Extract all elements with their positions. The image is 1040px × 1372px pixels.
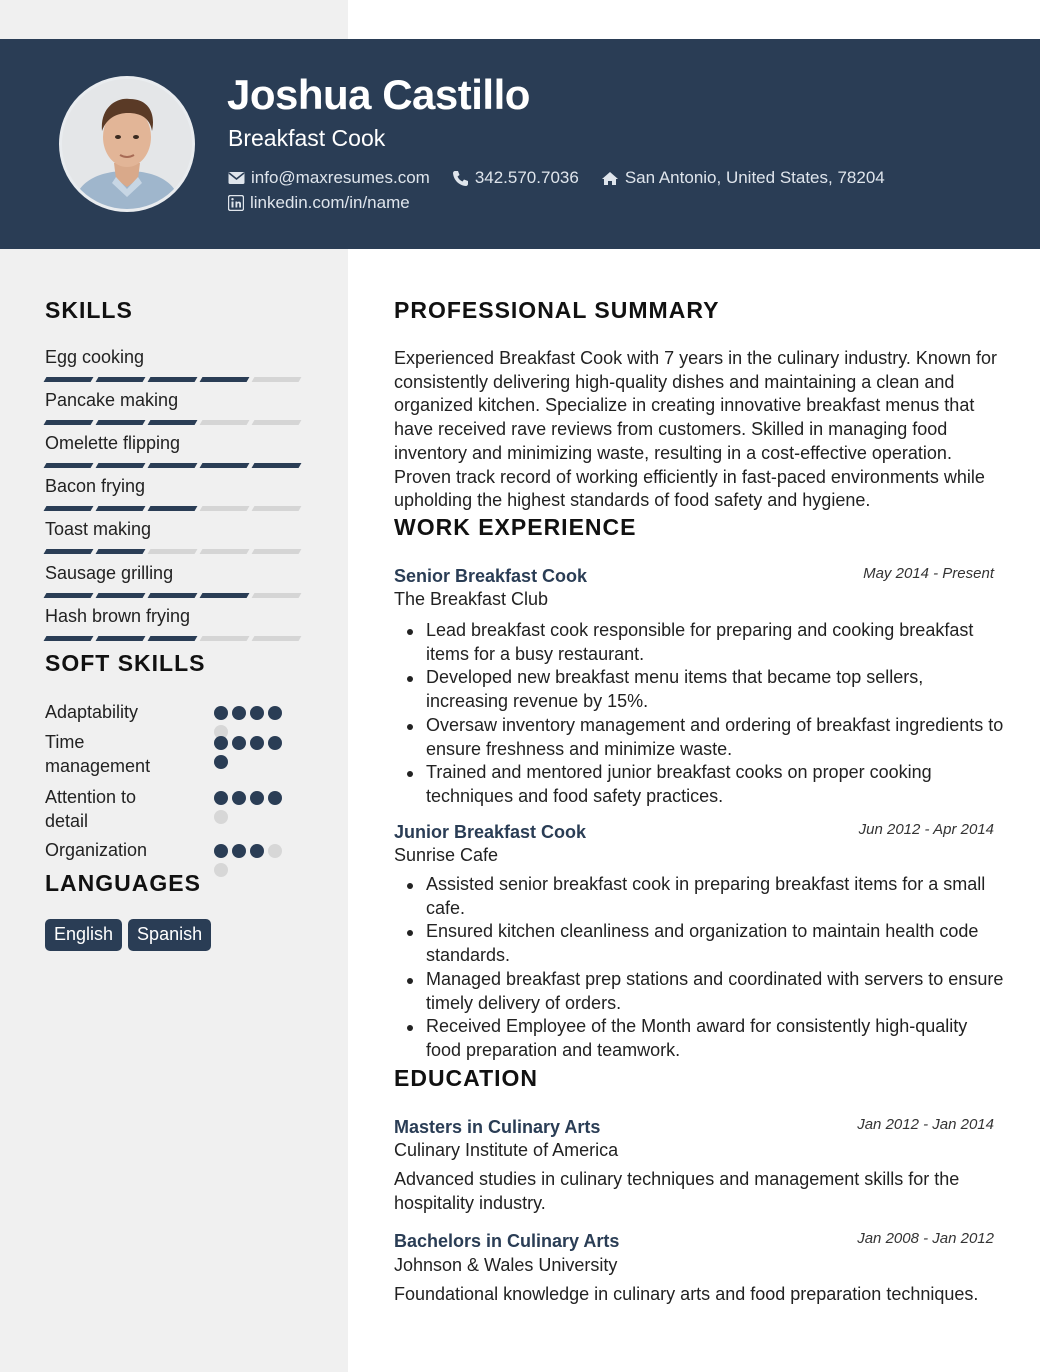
contact-phone[interactable] [452, 168, 579, 188]
envelope-icon [228, 171, 245, 185]
skill-level-bar [45, 506, 305, 511]
skill-level-segment [200, 377, 250, 382]
skill-level-segment [252, 549, 302, 554]
skill-item [45, 519, 305, 554]
job-title: Junior Breakfast Cook [394, 822, 587, 842]
skill-level-segment [44, 593, 94, 598]
rating-dot [214, 791, 228, 805]
job-company: The Breakfast Club [394, 589, 549, 609]
soft-skill-label: Adaptability [45, 702, 139, 722]
job-bullet: Lead breakfast cook responsible for preparing and cooking breakfast items for a busy restaurant. [426, 619, 1006, 666]
skill-level-segment [96, 549, 146, 554]
soft-skill-label: Organization [45, 840, 148, 860]
rating-dot [250, 844, 264, 858]
rating-dot [214, 736, 228, 750]
rating-dot [268, 736, 282, 750]
soft-skill-rating [214, 844, 286, 877]
summary-heading: PROFESSIONAL SUMMARY [394, 297, 720, 323]
soft-skill-label: Attention to detail [45, 787, 137, 831]
contact-row [228, 168, 885, 188]
education-dates: Jan 2008 - Jan 2012 [857, 1230, 994, 1247]
skill-item [45, 347, 305, 382]
skill-level-bar [45, 377, 305, 382]
rating-dot [250, 791, 264, 805]
skill-level-segment [148, 377, 198, 382]
skill-level-segment [44, 549, 94, 554]
skill-item [45, 606, 305, 641]
education-description: Foundational knowledge in culinary arts and food preparation techniques. [394, 1284, 979, 1304]
rating-dot [214, 706, 228, 720]
skill-item [45, 563, 305, 598]
skill-level-segment [252, 636, 302, 641]
education-school: Johnson & Wales University [394, 1255, 618, 1275]
skill-level-segment [200, 549, 250, 554]
skill-label: Pancake making [45, 390, 179, 410]
soft-skill-label: Time management [45, 732, 151, 776]
language-tag: Spanish [128, 919, 211, 951]
skill-label: Bacon frying [45, 476, 146, 496]
skill-level-segment [44, 420, 94, 425]
candidate-role: Breakfast Cook [228, 125, 386, 151]
skill-level-segment [96, 636, 146, 641]
skill-level-segment [252, 506, 302, 511]
skill-level-segment [252, 463, 302, 468]
job-bullet: Assisted senior breakfast cook in preparing breakfast items for a small cafe. [426, 873, 1006, 920]
skill-label: Toast making [45, 519, 152, 539]
education-heading: EDUCATION [394, 1065, 539, 1091]
skill-level-segment [252, 593, 302, 598]
skill-level-segment [200, 463, 250, 468]
rating-dot [232, 706, 246, 720]
soft-skills-heading: SOFT SKILLS [45, 650, 206, 676]
skill-level-bar [45, 636, 305, 641]
rating-dot [268, 844, 282, 858]
languages-heading: LANGUAGES [45, 870, 201, 896]
skill-level-segment [200, 593, 250, 598]
skill-item [45, 390, 305, 425]
education-degree: Bachelors in Culinary Arts [394, 1231, 620, 1251]
location-text: San Antonio, United States, 78204 [624, 168, 885, 187]
skill-level-segment [44, 463, 94, 468]
soft-skill-rating [214, 706, 286, 739]
rating-dot [232, 736, 246, 750]
skill-level-segment [148, 420, 198, 425]
skill-label: Hash brown frying [45, 606, 191, 626]
education-degree: Masters in Culinary Arts [394, 1117, 601, 1137]
skill-level-segment [96, 420, 146, 425]
job-bullet: Trained and mentored junior breakfast cooks on proper cooking techniques and food safety practices. [426, 761, 1006, 808]
rating-dot [250, 736, 264, 750]
skill-label: Omelette flipping [45, 433, 181, 453]
job-bullet: Developed new breakfast menu items that became top sellers, increasing revenue by 15%. [426, 666, 1006, 713]
skill-level-bar [45, 549, 305, 554]
resume-header [0, 39, 1040, 249]
contact-linkedin[interactable] [228, 193, 410, 213]
candidate-name: Joshua Castillo [227, 71, 530, 118]
skill-label: Sausage grilling [45, 563, 174, 583]
email-text: info@maxresumes.com [251, 168, 430, 187]
rating-dot [232, 791, 246, 805]
skill-level-bar [45, 463, 305, 468]
education-description: Advanced studies in culinary techniques and management skills for the hospitality industry. [394, 1169, 960, 1213]
phone-text: 342.570.7036 [474, 168, 579, 187]
skill-level-segment [44, 636, 94, 641]
job-bullets [426, 619, 1006, 809]
linkedin-text: linkedin.com/in/name [250, 193, 410, 212]
education-school: Culinary Institute of America [394, 1140, 619, 1160]
rating-dot [268, 706, 282, 720]
phone-icon [452, 170, 469, 187]
skill-level-segment [96, 506, 146, 511]
skill-level-segment [200, 636, 250, 641]
skill-level-bar [45, 420, 305, 425]
summary-text: Experienced Breakfast Cook with 7 years in the culinary industry. Known for consistently delivering high-quality dishes and maintaining a clean and organized kitchen. Specialize in creating innovative breakfast menus that have received rave reviews from customers. Skilled in managing food inventory and minimizing waste, resulting in a cost-effective operation. Proven track record of working efficiently in fast-paced environments while upholding the highest standards of food safety and hygiene. [394, 348, 997, 511]
rating-dot [214, 755, 228, 769]
rating-dot [232, 844, 246, 858]
job-bullet: Oversaw inventory management and ordering of breakfast ingredients to ensure freshness and minimize waste. [426, 714, 1006, 761]
skill-level-segment [96, 463, 146, 468]
rating-dot [268, 791, 282, 805]
skill-level-segment [148, 636, 198, 641]
skill-level-segment [148, 463, 198, 468]
soft-skill-rating [214, 791, 286, 824]
skill-level-segment [44, 506, 94, 511]
skill-level-segment [148, 593, 198, 598]
rating-dot [250, 706, 264, 720]
skill-item [45, 433, 305, 468]
job-bullet: Ensured kitchen cleanliness and organization to maintain health code standards. [426, 920, 1006, 967]
experience-heading: WORK EXPERIENCE [394, 514, 637, 540]
skill-level-segment [148, 549, 198, 554]
skill-level-segment [252, 420, 302, 425]
language-tag: English [45, 919, 122, 951]
skill-item [45, 476, 305, 511]
contact-row-2 [228, 193, 410, 213]
job-dates: Jun 2012 - Apr 2014 [858, 821, 994, 838]
languages-list [45, 919, 211, 951]
skill-level-segment [200, 506, 250, 511]
education-dates: Jan 2012 - Jan 2014 [857, 1116, 994, 1133]
linkedin-icon [228, 195, 244, 211]
skills-heading: SKILLS [45, 297, 133, 323]
skill-level-segment [252, 377, 302, 382]
contact-email[interactable] [228, 168, 430, 188]
rating-dot [214, 810, 228, 824]
skill-level-segment [44, 377, 94, 382]
job-bullet: Managed breakfast prep stations and coordinated with servers to ensure timely delivery of orders. [426, 968, 1006, 1015]
job-company: Sunrise Cafe [394, 845, 499, 865]
contact-location [601, 168, 885, 188]
job-bullets [426, 873, 1006, 1063]
job-bullet: Received Employee of the Month award for consistently high-quality food preparation and teamwork. [426, 1015, 1006, 1062]
profile-photo [62, 79, 192, 209]
rating-dot [214, 863, 228, 877]
rating-dot [214, 844, 228, 858]
home-icon [601, 171, 619, 186]
avatar [59, 76, 195, 212]
skill-level-segment [96, 377, 146, 382]
job-dates: May 2014 - Present [863, 565, 994, 582]
skill-level-segment [200, 420, 250, 425]
skill-label: Egg cooking [45, 347, 145, 367]
skill-level-segment [148, 506, 198, 511]
soft-skill-rating [214, 736, 286, 769]
skill-level-segment [96, 593, 146, 598]
job-title: Senior Breakfast Cook [394, 566, 588, 586]
skill-level-bar [45, 593, 305, 598]
